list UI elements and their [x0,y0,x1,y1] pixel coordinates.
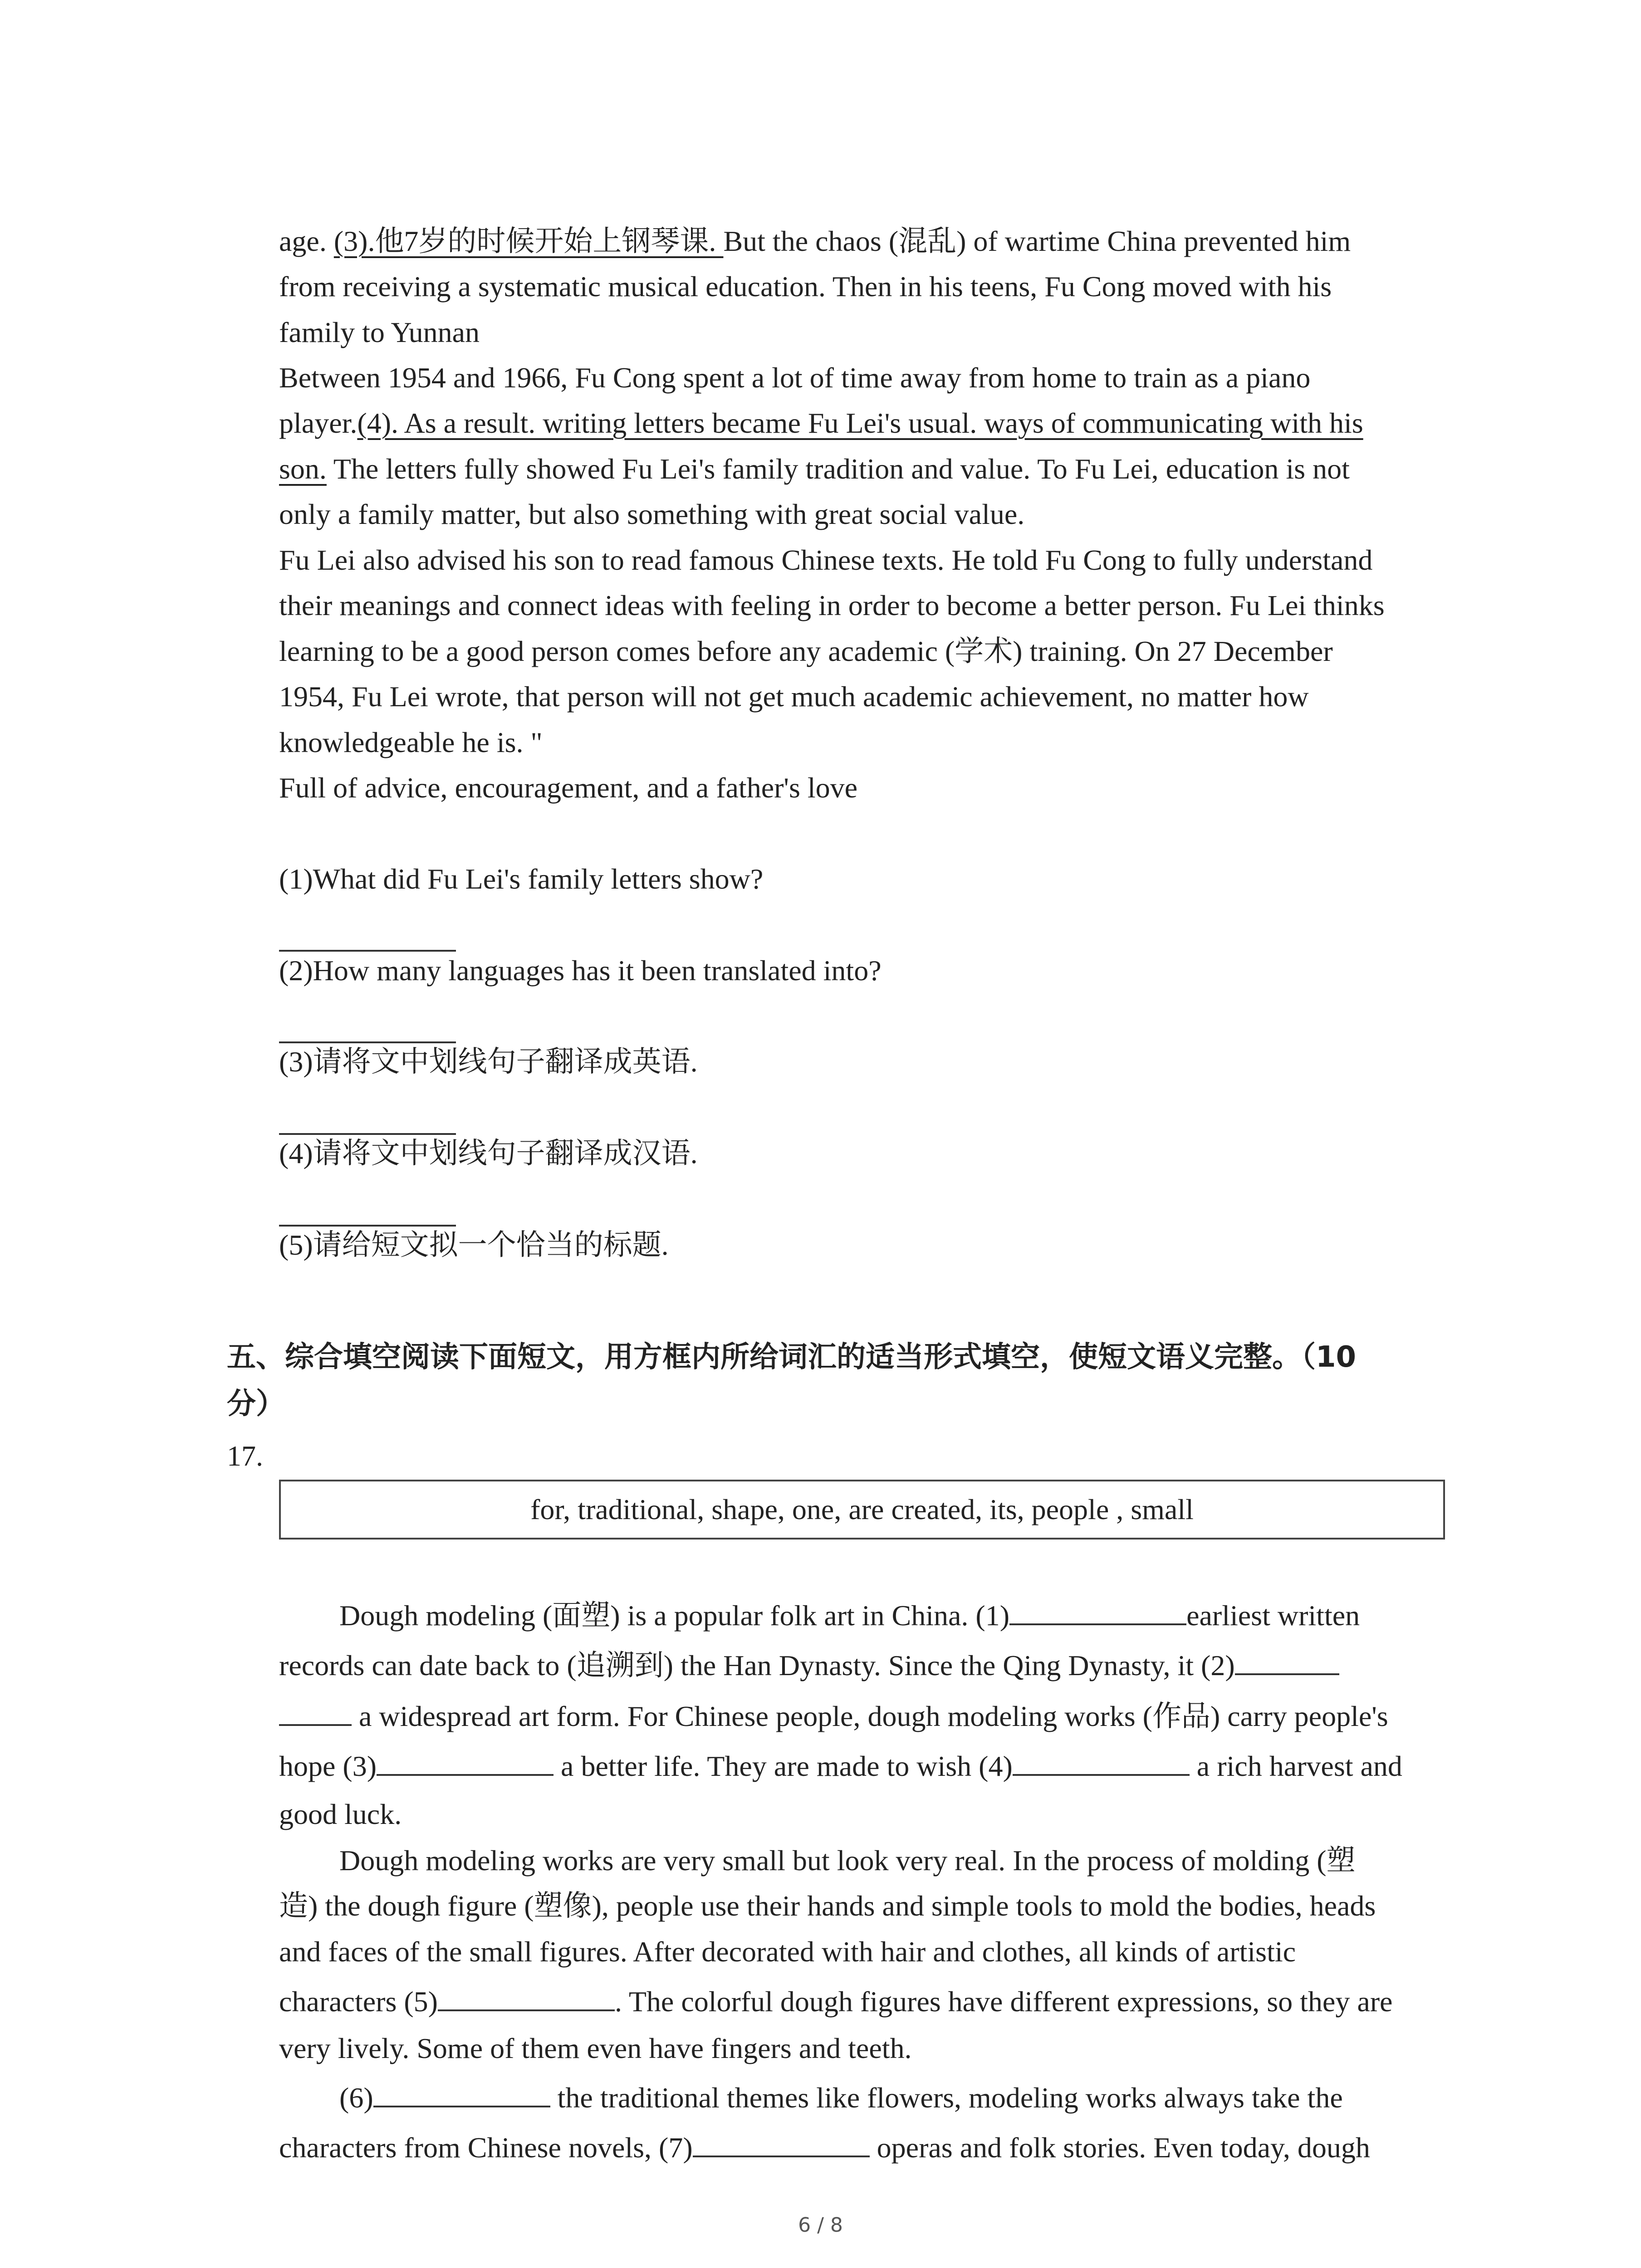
blank-5[interactable] [438,1982,615,2011]
reading-line-12: knowledgeable he is. " [279,726,543,758]
passage-text: a better life. They are made to wish (4) [554,1750,1013,1782]
section-heading: 五、综合填空阅读下面短文，用方框内所给词汇的适当形式填空，使短文语义完整。（10 [227,1340,1357,1374]
question-3: (3)请将文中划线句子翻译成英语. [279,1046,698,1078]
passage-text: characters (5) [279,1985,438,2018]
reading-line-13: Full of advice, encouragement, and a father's love [279,772,858,804]
question-4: (4)请将文中划线句子翻译成汉语. [279,1137,698,1169]
reading-line-4: Between 1954 and 1966, Fu Cong spent a lot of time away from home to train as a piano [279,362,1311,394]
reading-text: age. [279,225,334,257]
reading-line-1 [279,219,1351,264]
passage-line-6: Dough modeling works are very small but look very real. In the process of molding (塑 [339,1844,1356,1877]
passage-text: (6) [339,2082,373,2114]
question-2: (2)How many languages has it been translated into? [279,954,882,987]
reading-line-11: 1954, Fu Lei wrote, that person will not get much academic achievement, no matter how [279,680,1309,713]
reading-line-10: learning to be a good person comes before any academic (学术) training. On 27 December [279,635,1333,667]
question-5: (5)请给短文拟一个恰当的标题. [279,1229,669,1261]
passage-line-3 [279,1694,1388,1739]
question-1: (1)What did Fu Lei's family letters show? [279,863,764,895]
passage-text: earliest written [1186,1599,1360,1632]
reading-line-8: Fu Lei also advised his son to read famous Chinese texts. He told Fu Cong to fully understand [279,544,1373,576]
passage-text: a rich harvest and [1189,1750,1402,1782]
blank-6[interactable] [373,2078,550,2107]
passage-line-10: very lively. Some of them even have fingers and teeth. [279,2032,912,2064]
underlined-sentence-4: (4). As a result. writing letters became Fu Lei's usual. ways of communicating with his [357,407,1363,439]
passage-line-12 [279,2125,1370,2170]
underlined-sentence-3: (3).他7岁的时候开始上钢琴课. [333,225,724,257]
passage-text: Dough modeling (面塑) is a popular folk art in China. (1) [339,1599,1010,1632]
passage-line-11 [339,2075,1343,2121]
reading-line-5 [279,401,1363,446]
underlined-sentence-4-end: son. [279,453,327,485]
blank-2-cont[interactable] [279,1697,352,1726]
passage-text: characters from Chinese novels, (7) [279,2131,693,2164]
blank-3[interactable] [377,1747,554,1776]
section-heading-cont: 分） [227,1387,285,1421]
passage-text: records can date back to (追溯到) the Han Dynasty. Since the Qing Dynasty, it (2) [279,1649,1235,1681]
page-number: 6 / 8 [798,2214,843,2237]
passage-text: a widespread art form. For Chinese people, dough modeling works (作品) carry people's [352,1700,1388,1732]
blank-7[interactable] [693,2128,870,2157]
blank-1[interactable] [1009,1596,1186,1625]
passage-line-1 [339,1593,1360,1638]
blank-2[interactable] [1235,1646,1339,1675]
reading-text: The letters fully showed Fu Lei's family tradition and value. To Fu Lei, education is not [326,453,1350,485]
reading-text: But the chaos (混乱) of wartime China prevented him [723,225,1351,257]
passage-text: . The colorful dough figures have different expressions, so they are [614,1985,1393,2018]
passage-text: the traditional themes like flowers, modeling works always take the [550,2082,1343,2114]
passage-text: hope (3) [279,1750,377,1782]
passage-line-9 [279,1979,1392,2024]
passage-text: operas and folk stories. Even today, dough [869,2131,1370,2164]
reading-line-2: from receiving a systematic musical education. Then in his teens, Fu Cong moved with his [279,270,1332,303]
word-bank-box: for, traditional, shape, one, are created, its, people , small [279,1480,1445,1540]
passage-line-5: good luck. [279,1798,402,1830]
reading-text: player. [279,407,358,439]
passage-line-7: 造) the dough figure (塑像), people use their hands and simple tools to mold the bodies, heads [279,1890,1376,1922]
reading-line-9: their meanings and connect ideas with feeling in order to become a better person. Fu Lei thinks [279,589,1385,621]
passage-line-8: and faces of the small figures. After decorated with hair and clothes, all kinds of artistic [279,1936,1296,1968]
blank-4[interactable] [1013,1747,1190,1776]
question-number: 17. [227,1440,263,1472]
passage-line-4 [279,1744,1402,1789]
reading-line-6 [279,446,1350,492]
reading-line-3: family to Yunnan [279,316,480,348]
passage-line-2 [279,1643,1339,1688]
reading-line-7: only a family matter, but also something with great social value. [279,498,1025,530]
